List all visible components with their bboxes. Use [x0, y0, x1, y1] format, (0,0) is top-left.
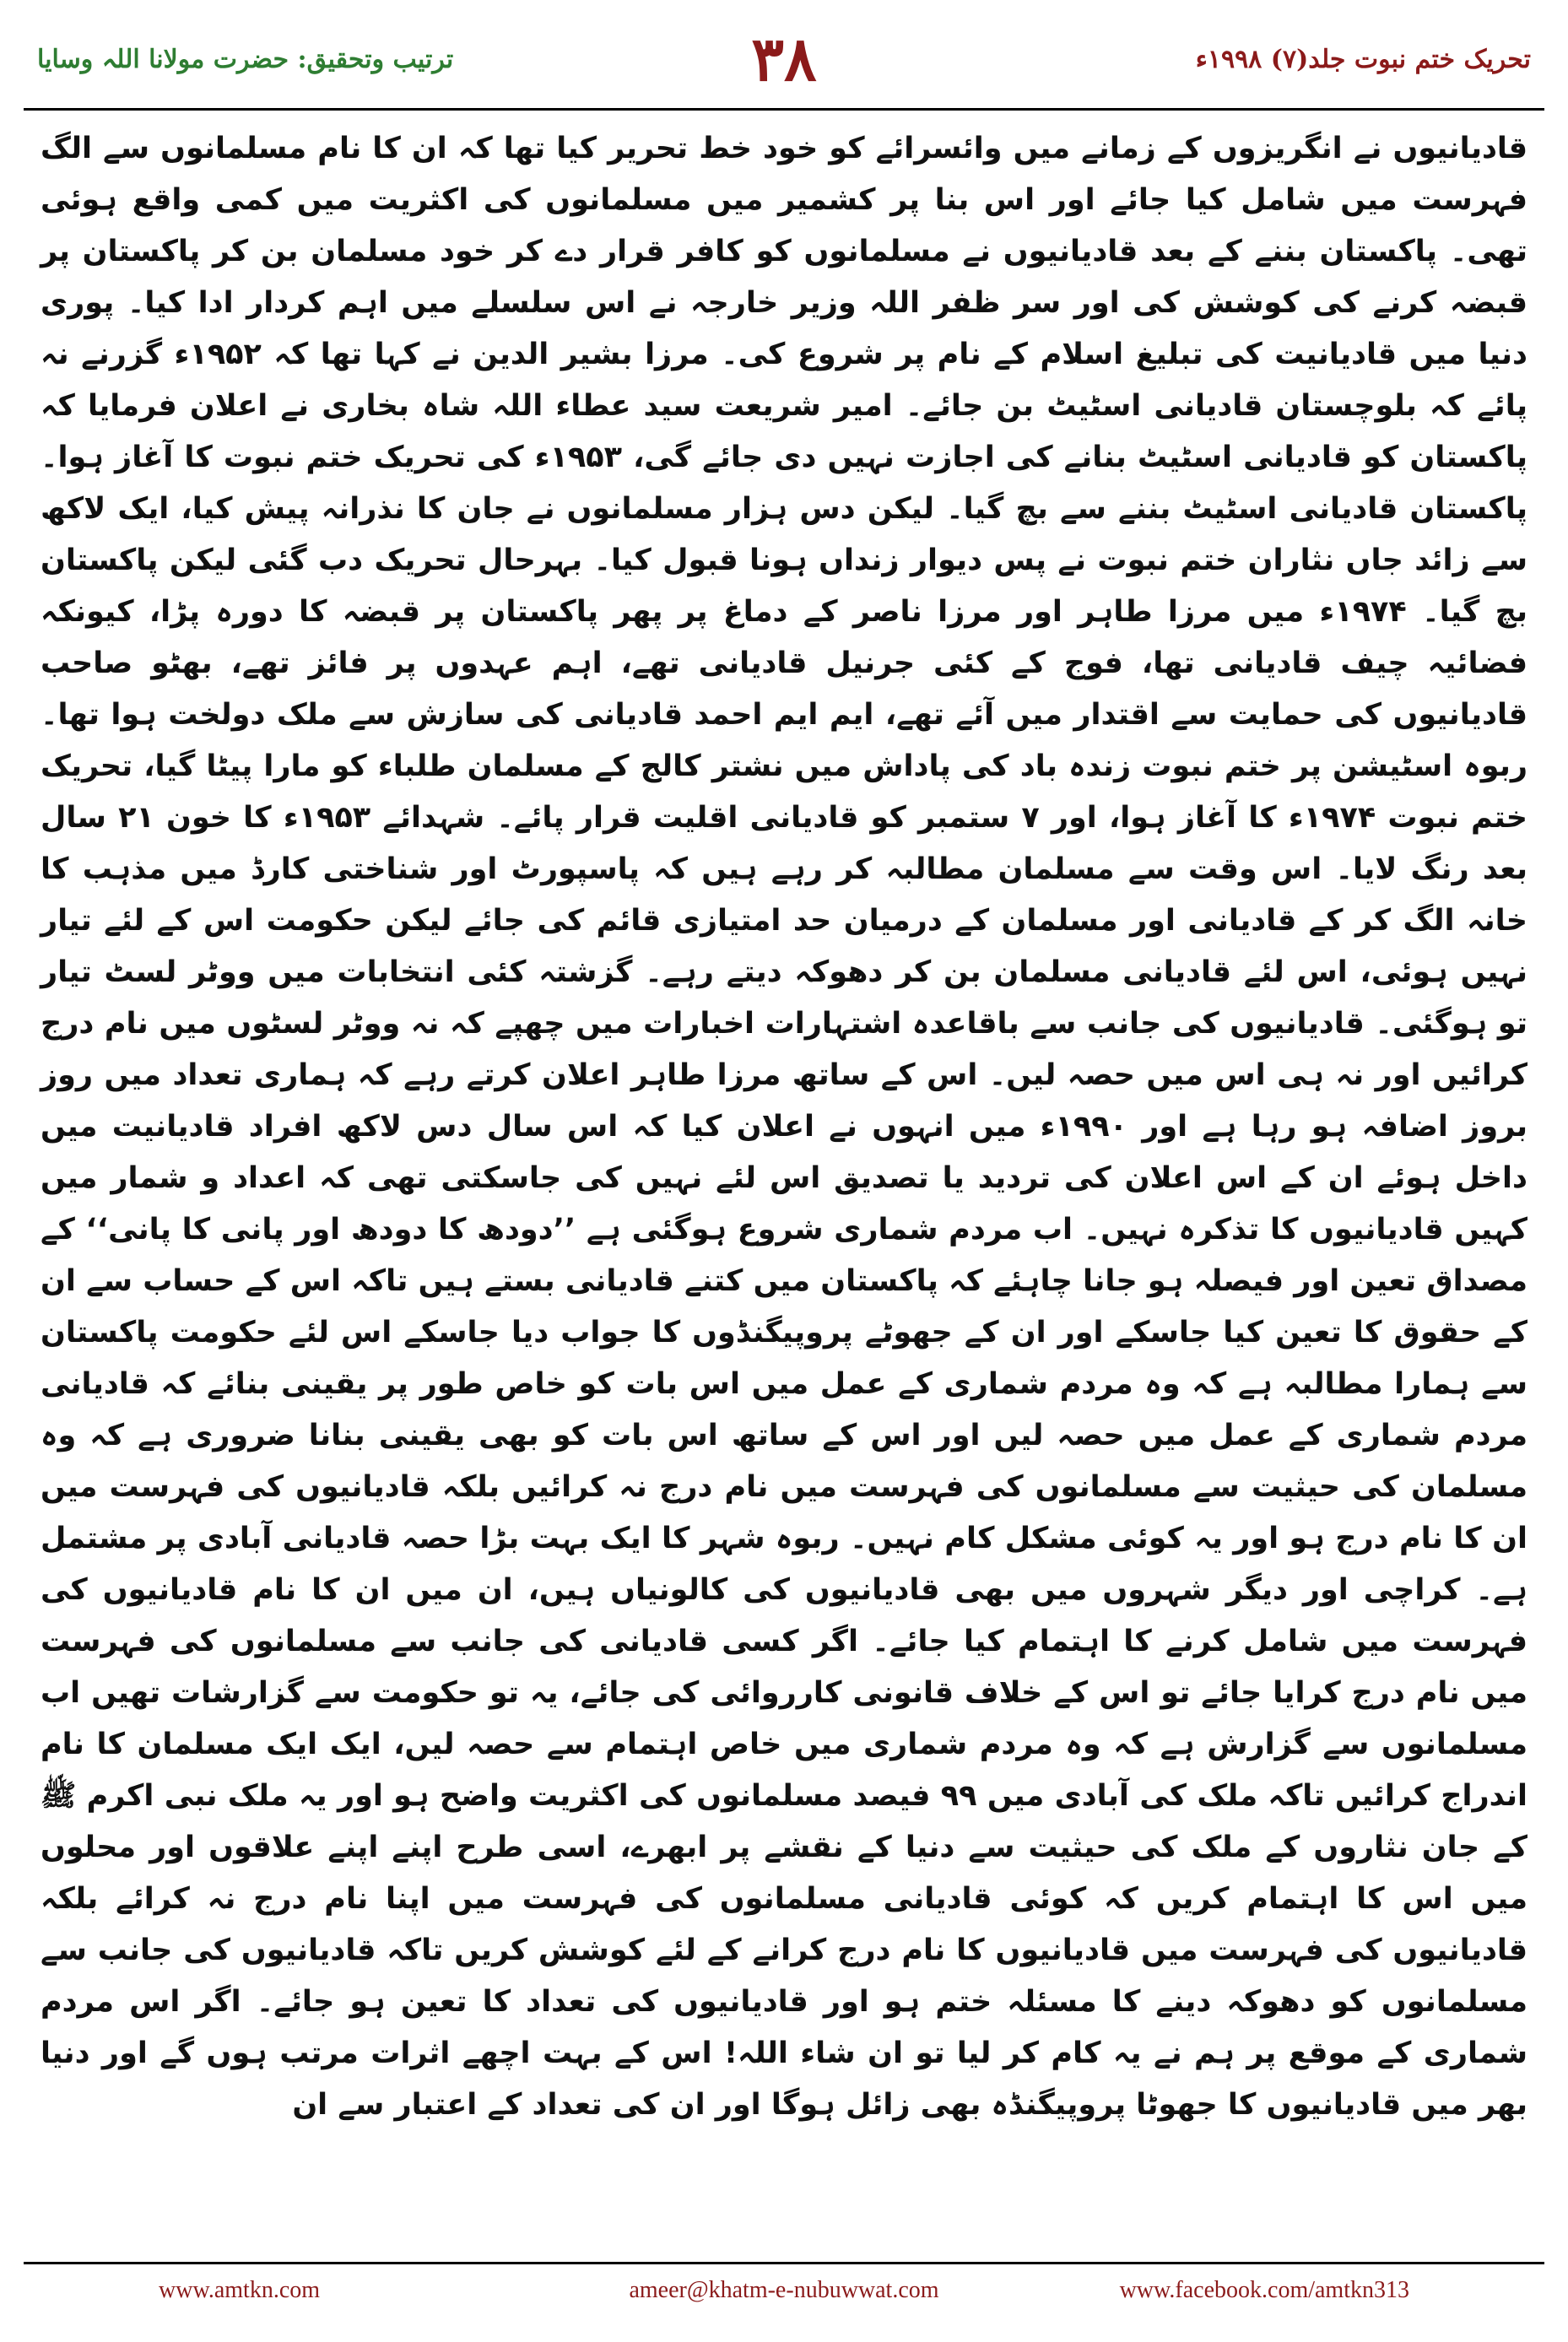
page-footer — [24, 2272, 1544, 2314]
compiler-credit: ترتیب وتحقیق: حضرت مولانا اللہ وسایا — [37, 45, 454, 74]
email-link[interactable]: ameer@khatm-e-nubuwwat.com — [629, 2277, 939, 2303]
page-number: ۳۸ — [751, 23, 817, 95]
paragraph: قادیانیوں نے انگریزوں کے زمانے میں وائسرائے کو خود خط تحریر کیا تھا کہ ان کا نام مسلمانوں سے الگ فہرست میں شامل کیا جائے اور اس بنا پر کشمیر میں مسلمانوں کی اکثریت میں کمی واقع ہوئی تھی۔ پاکستان بننے کے بعد قادیانیوں نے مسلمانوں کو کافر قرار دے کر خود مسلمان بن کر پاکستان پر قبضہ کرنے کی کوشش کی اور سر ظفر اللہ وزیر خارجہ نے اس سلسلے میں اہم کردار ادا کیا۔ پوری دنیا میں قادیانیت کی تبلیغ اسلام کے نام پر شروع کی۔ مرزا بشیر الدین نے کہا تھا کہ ۱۹۵۲ء گزرنے نہ پائے کہ بلوچستان قادیانی اسٹیٹ بن جائے۔ امیر شریعت سید عطاء اللہ شاہ بخاری نے اعلان فرمایا کہ پاکستان کو قادیانی اسٹیٹ بنانے کی اجازت نہیں دی جائے گی، ۱۹۵۳ء کی تحریک ختم نبوت کا آغاز ہوا۔ پاکستان قادیانی اسٹیٹ بننے سے بچ گیا۔ لیکن دس ہزار مسلمانوں نے جان کا نذرانہ پیش کیا، ایک لاکھ سے زائد جاں نثاران ختم نبوت نے پس دیوار زنداں ہونا قبول کیا۔ بہرحال تحریک دب گئی لیکن پاکستان بچ گیا۔ ۱۹۷۴ء میں مرزا طاہر اور مرزا ناصر کے دماغ پر پھر پاکستان پر قبضہ کا دورہ پڑا، کیونکہ فضائیہ چیف قادیانی تھا، فوج کے کئی جرنیل قادیانی تھے، اہم عہدوں پر فائز تھے، بھٹو صاحب قادیانیوں کی حمایت سے اقتدار میں آئے تھے، ایم ایم احمد قادیانی کی سازش سے ملک دولخت ہوا تھا۔ ربوہ اسٹیشن پر ختم نبوت زندہ باد کی پاداش میں نشتر کالج کے مسلمان طلباء کو مارا پیٹا گیا، تحریک ختم نبوت ۱۹۷۴ء کا آغاز ہوا، اور ۷ ستمبر کو قادیانی اقلیت قرار پائے۔ شہدائے ۱۹۵۳ء کا خون ۲۱ سال بعد رنگ لایا۔ اس وقت سے مسلمان مطالبہ کر رہے ہیں کہ پاسپورٹ اور شناختی کارڈ میں مذہب کا خانہ الگ کر کے قادیانی اور مسلمان کے درمیان حد امتیازی قائم کی جائے لیکن حکومت اس کے لئے تیار نہیں ہوئی، اس لئے قادیانی مسلمان بن کر دھوکہ دیتے رہے۔ گزشتہ کئی انتخابات میں ووٹر لسٹ تیار تو ہوگئی۔ قادیانیوں کی جانب سے باقاعدہ اشتہارات اخبارات میں چھپے کہ نہ ووٹر لسٹوں میں نام درج کرائیں اور نہ ہی اس میں حصہ لیں۔ اس کے ساتھ مرزا طاہر اعلان کرتے رہے کہ ہماری تعداد میں روز بروز اضافہ ہو رہا ہے اور ۱۹۹۰ء میں انہوں نے اعلان کیا کہ اس سال دس لاکھ افراد قادیانیت میں داخل ہوئے ان کے اس اعلان کی تردید یا تصدیق اس لئے نہیں کی جاسکتی تھی کہ اعداد و شمار میں کہیں قادیانیوں کا تذکرہ نہیں۔ اب مردم شماری شروع ہوگئی ہے ’’دودھ کا دودھ اور پانی کا پانی‘‘ کے مصداق تعین اور فیصلہ ہو جانا چاہئے کہ پاکستان میں کتنے قادیانی بستے ہیں تاکہ اس کے حساب سے ان کے حقوق کا تعین کیا جاسکے اور ان کے جھوٹے پروپیگنڈوں کا جواب دیا جاسکے اس لئے حکومت پاکستان سے ہمارا مطالبہ ہے کہ وہ مردم شماری کے عمل میں اس بات کو خاص طور پر یقینی بنائے کہ قادیانی مردم شماری کے عمل میں حصہ لیں اور اس کے ساتھ اس بات کو بھی یقینی بنانا ضروری ہے کہ وہ مسلمان کی حیثیت سے مسلمانوں کی فہرست میں نام درج نہ کرائیں بلکہ قادیانیوں کی فہرست میں ان کا نام درج ہو اور یہ کوئی مشکل کام نہیں۔ ربوہ شہر کا ایک بہت بڑا حصہ قادیانی آبادی پر مشتمل ہے۔ کراچی اور دیگر شہروں میں بھی قادیانیوں کی کالونیاں ہیں، ان میں ان کا نام قادیانیوں کی فہرست میں شامل کرنے کا اہتمام کیا جائے۔ اگر کسی قادیانی کی جانب سے مسلمانوں کی فہرست میں نام درج کرایا جائے تو اس کے خلاف قانونی کارروائی کی جائے، یہ تو حکومت سے گزارشات تھیں اب مسلمانوں سے گزارش ہے کہ وہ مردم شماری میں خاص اہتمام سے حصہ لیں، ایک ایک مسلمان کا نام اندراج کرائیں تاکہ ملک کی آبادی میں ۹۹ فیصد مسلمانوں کی اکثریت واضح ہو اور یہ ملک نبی اکرم ﷺ کے جان نثاروں کے ملک کی حیثیت سے دنیا کے نقشے پر ابھرے، اسی طرح اپنے اپنے علاقوں اور محلوں میں اس کا اہتمام کریں کہ کوئی قادیانی مسلمانوں کی فہرست میں اپنا نام درج نہ کرائے بلکہ قادیانیوں کی فہرست میں قادیانیوں کا نام درج کرانے کے لئے کوشش کریں تاکہ قادیانیوں کی جانب سے مسلمانوں کو دھوکہ دینے کا مسئلہ ختم ہو اور قادیانیوں کی تعداد کا تعین ہو جائے۔ اگر اس مردم شماری کے موقع پر ہم نے یہ کام کر لیا تو ان شاء اللہ! اس کے بہت اچھے اثرات مرتب ہوں گے اور دنیا بھر میں قادیانیوں کا جھوٹا پروپیگنڈہ بھی زائل ہوگا اور ان کی تعداد کے اعتبار سے ان — [41, 132, 1528, 2122]
website-link[interactable]: www.amtkn.com — [159, 2277, 321, 2303]
page-header — [24, 19, 1544, 103]
article-body — [41, 123, 1527, 2131]
book-title: تحریک ختم نبوت جلد(۷) ۱۹۹۸ء — [1195, 45, 1531, 74]
footer-divider — [24, 2262, 1544, 2264]
header-divider — [24, 108, 1544, 111]
facebook-link[interactable]: www.facebook.com/amtkn313 — [1119, 2277, 1409, 2303]
